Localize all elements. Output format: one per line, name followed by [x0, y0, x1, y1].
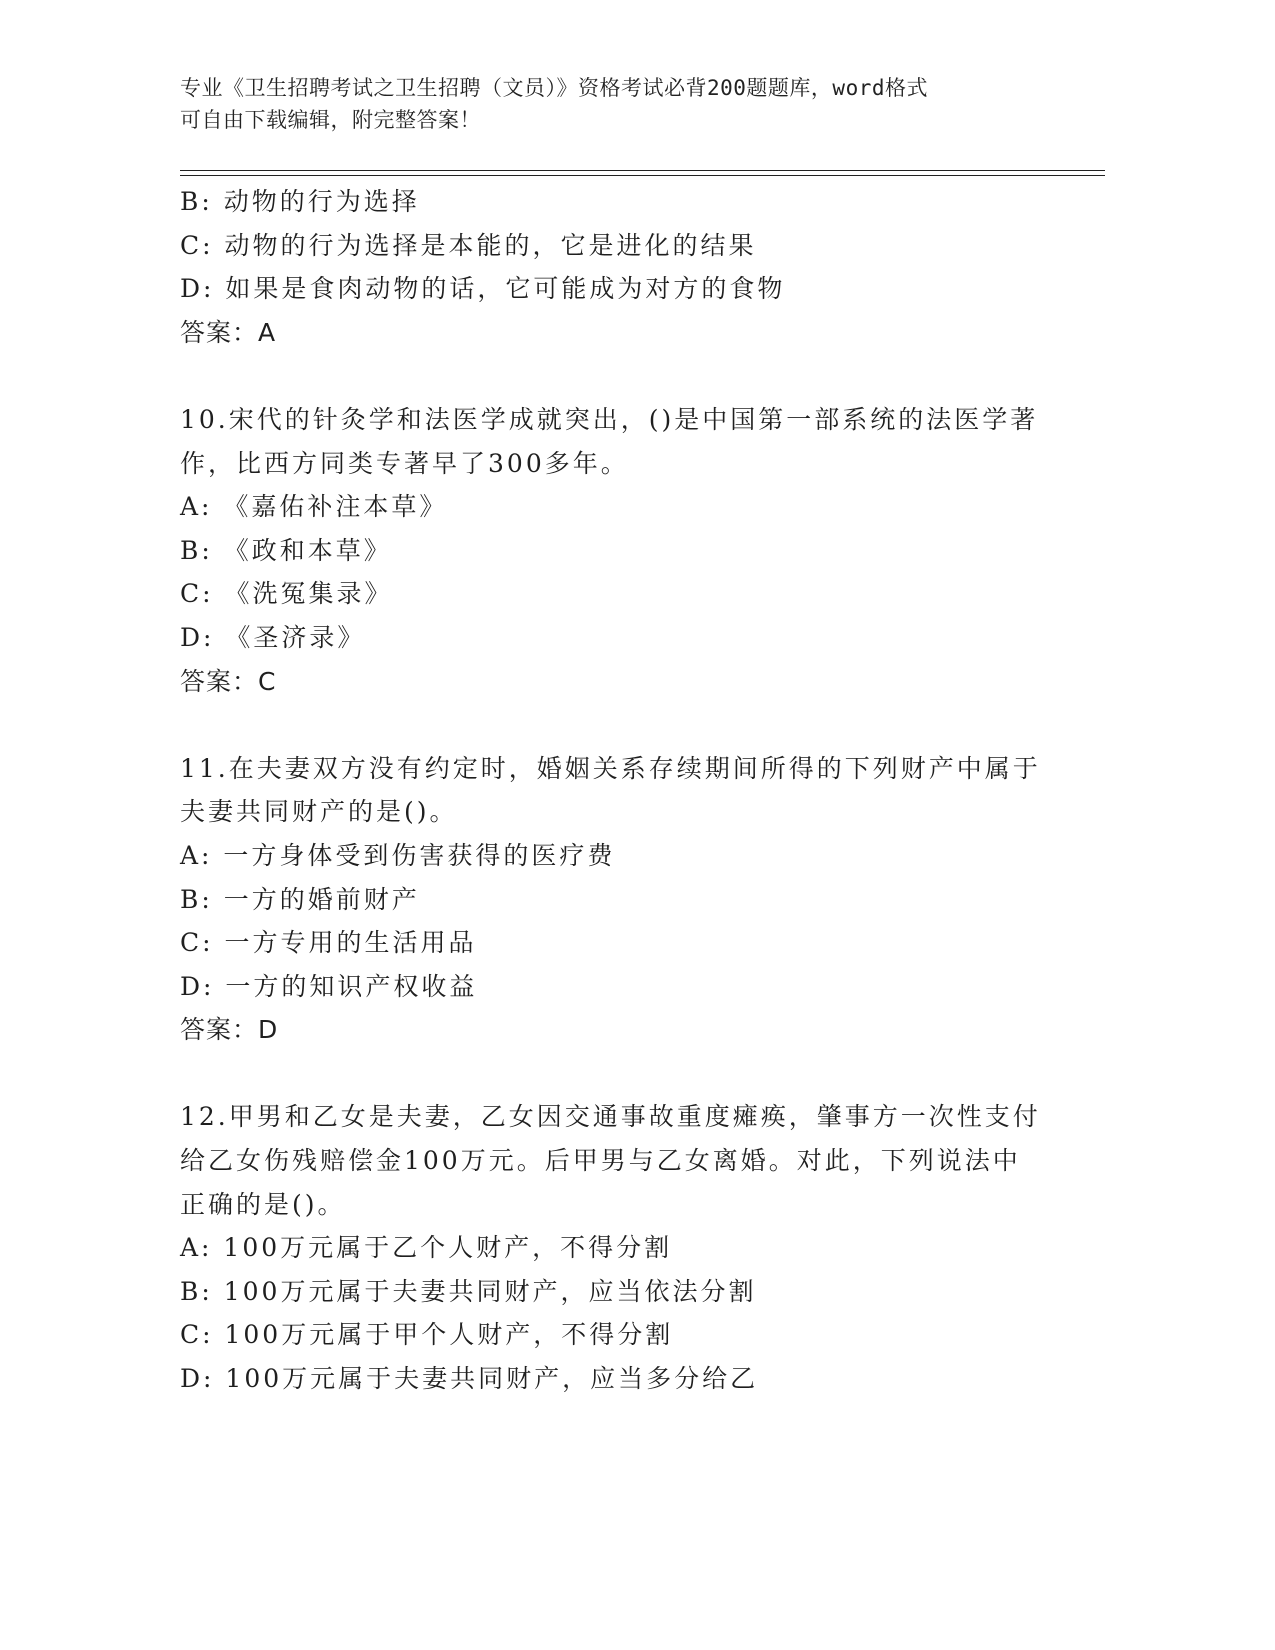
option-b: B: 100万元属于夫妻共同财产，应当依法分割: [180, 1276, 757, 1306]
option-d: D: 《圣济录》: [180, 622, 366, 652]
spacer: [180, 354, 1080, 398]
header-line-1: 专业《卫生招聘考试之卫生招聘（文员）》资格考试必背200题题库，word格式: [180, 76, 928, 100]
header-rule-bottom: [180, 175, 1105, 176]
question-stem: 给乙女伤残赔偿金100万元。后甲男与乙女离婚。对此，下列说法中: [180, 1146, 1021, 1176]
option-b: B: 一方的婚前财产: [180, 884, 420, 914]
option-d: D: 一方的知识产权收益: [180, 971, 478, 1001]
answer-label: 答案：C: [180, 666, 277, 696]
question-stem: 正确的是()。: [180, 1189, 346, 1219]
option-a: A: 100万元属于乙个人财产，不得分割: [180, 1233, 673, 1263]
question-12: [180, 1095, 1080, 1400]
header-line-2: 可自由下载编辑，附完整答案！: [180, 108, 481, 132]
option-c: C: 100万元属于甲个人财产，不得分割: [180, 1320, 674, 1350]
document-header: [180, 72, 1080, 136]
spacer: [180, 1052, 1080, 1096]
option-d: D: 100万元属于夫妻共同财产，应当多分给乙: [180, 1364, 759, 1394]
question-stem: 11.在夫妻双方没有约定时，婚姻关系存续期间所得的下列财产中属于: [180, 753, 1041, 783]
answer-label: 答案：A: [180, 317, 277, 347]
option-b: B: 《政和本草》: [180, 535, 392, 565]
option-b: B: 动物的行为选择: [180, 187, 420, 216]
option-a: A: 一方身体受到伤害获得的医疗费: [180, 840, 616, 870]
question-10: [180, 398, 1080, 703]
question-11: [180, 747, 1080, 1052]
question-stem: 10.宋代的针灸学和法医学成就突出，()是中国第一部系统的法医学著: [180, 404, 1039, 434]
question-stem: 作，比西方同类专著早了300多年。: [180, 448, 629, 478]
option-a: A: 《嘉佑补注本草》: [180, 492, 448, 522]
option-c: C: 《洗冤集录》: [180, 579, 393, 609]
option-d: D: 如果是食肉动物的话，它可能成为对方的食物: [180, 274, 786, 304]
header-rule-top: [180, 170, 1105, 171]
option-c: C: 动物的行为选择是本能的，它是进化的结果: [180, 230, 757, 260]
question-stem: 夫妻共同财产的是()。: [180, 797, 458, 827]
option-c: C: 一方专用的生活用品: [180, 928, 477, 958]
question-9-continued: [180, 180, 1080, 354]
document-body: [180, 180, 1080, 1401]
answer-label: 答案：D: [180, 1015, 279, 1045]
question-stem: 12.甲男和乙女是夫妻，乙女因交通事故重度瘫痪，肇事方一次性支付: [180, 1102, 1041, 1132]
spacer: [180, 703, 1080, 747]
